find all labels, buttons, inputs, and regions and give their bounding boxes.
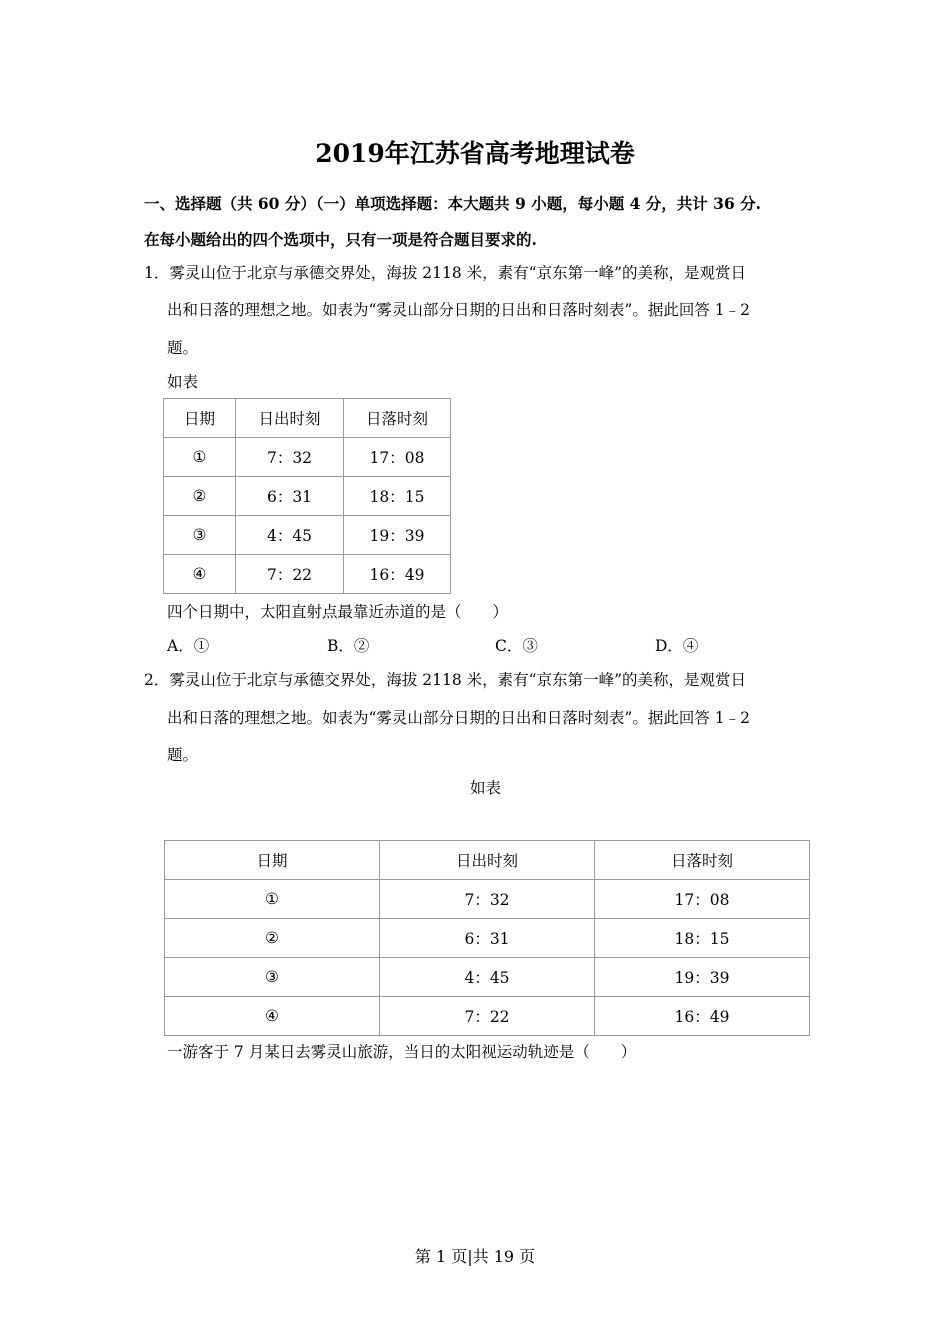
table-cell-sunset: 16：49 <box>344 555 451 594</box>
table-cell-sunset: 16：49 <box>595 997 810 1036</box>
table-cell-sunrise: 7：22 <box>236 555 344 594</box>
table-cell-date: ② <box>165 919 380 958</box>
table-header-date: 日期 <box>164 399 236 438</box>
page-title: 2019年江苏省高考地理试卷 <box>315 139 635 168</box>
table-cell-date: ④ <box>164 555 236 594</box>
table-row <box>164 438 451 477</box>
table-cell-date: ③ <box>164 516 236 555</box>
table-cell-sunrise: 7：32 <box>380 880 595 919</box>
table-row <box>164 477 451 516</box>
section-heading-line1: 一、选择题（共 60 分）（一）单项选择题：本大题共 9 小题，每小题 4 分，共计 36 分. <box>144 194 762 213</box>
table-cell-date: ③ <box>165 958 380 997</box>
q1-option-b: B．② <box>327 637 370 655</box>
q2-stem-line3: 题。 <box>167 746 199 764</box>
table-cell-sunrise: 7：32 <box>236 438 344 477</box>
q1-option-d: D．④ <box>655 637 699 655</box>
q1-stem-line1: 1．雾灵山位于北京与承德交界处，海拔 2118 米，素有“京东第一峰”的美称，是观赏日 <box>144 264 747 282</box>
table-header-sunrise: 日出时刻 <box>380 841 595 880</box>
table-cell-sunset: 19：39 <box>595 958 810 997</box>
table-cell-sunset: 19：39 <box>344 516 451 555</box>
table-cell-sunrise: 6：31 <box>380 919 595 958</box>
table-header-row <box>165 841 810 880</box>
q2-question: 一游客于 7 月某日去雾灵山旅游，当日的太阳视运动轨迹是（ ） <box>167 1043 637 1061</box>
table-cell-sunset: 17：08 <box>595 880 810 919</box>
q1-option-a: A．① <box>167 637 210 655</box>
q2-stem-line2: 出和日落的理想之地。如表为“雾灵山部分日期的日出和日落时刻表”。据此回答 1﹣2 <box>167 709 751 727</box>
table-cell-sunset: 17：08 <box>344 438 451 477</box>
table-header-sunset: 日落时刻 <box>344 399 451 438</box>
table-header-sunset: 日落时刻 <box>595 841 810 880</box>
table-cell-date: ① <box>165 880 380 919</box>
table-row <box>165 997 810 1036</box>
q1-stem-line3: 题。 <box>167 339 199 357</box>
table-cell-sunrise: 6：31 <box>236 477 344 516</box>
table-row <box>165 958 810 997</box>
q1-sunrise-table <box>163 398 451 594</box>
table-cell-date: ② <box>164 477 236 516</box>
table-row <box>164 516 451 555</box>
table-cell-sunset: 18：15 <box>344 477 451 516</box>
q1-question: 四个日期中，太阳直射点最靠近赤道的是（ ） <box>167 603 509 621</box>
q2-sunrise-table <box>164 840 810 1036</box>
table-cell-sunset: 18：15 <box>595 919 810 958</box>
table-cell-sunrise: 4：45 <box>236 516 344 555</box>
q1-table-caption: 如表 <box>167 373 199 391</box>
q2-stem-line1: 2．雾灵山位于北京与承德交界处，海拔 2118 米，素有“京东第一峰”的美称，是观赏日 <box>144 671 747 689</box>
page-footer: 第 1 页|共 19 页 <box>414 1247 536 1266</box>
q1-stem-line2: 出和日落的理想之地。如表为“雾灵山部分日期的日出和日落时刻表”。据此回答 1﹣2 <box>167 301 751 319</box>
table-row <box>165 880 810 919</box>
table-header-sunrise: 日出时刻 <box>236 399 344 438</box>
table-header-date: 日期 <box>165 841 380 880</box>
table-cell-sunrise: 7：22 <box>380 997 595 1036</box>
table-header-row <box>164 399 451 438</box>
table-cell-sunrise: 4：45 <box>380 958 595 997</box>
q2-table-caption: 如表 <box>470 779 502 797</box>
table-cell-date: ④ <box>165 997 380 1036</box>
q1-option-c: C．③ <box>495 637 538 655</box>
section-heading-line2: 在每小题给出的四个选项中，只有一项是符合题目要求的. <box>144 230 537 249</box>
table-row <box>165 919 810 958</box>
table-row <box>164 555 451 594</box>
table-cell-date: ① <box>164 438 236 477</box>
